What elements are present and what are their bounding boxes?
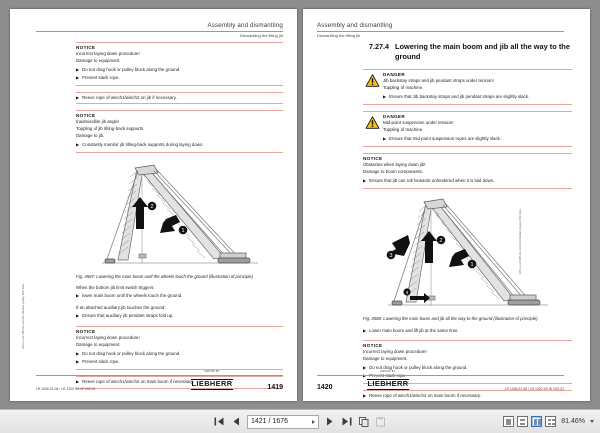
running-head-subtitle: Dismantling the lifting jib [239,33,283,38]
notice-line-2: Damage to equipment. [76,341,121,347]
bullet-item [76,312,283,320]
zoom-level-label[interactable]: 81.46% [561,418,585,425]
previous-page-button[interactable] [230,415,243,429]
bullet-text: Ensure that Jib backstay straps and jib pendant straps are slightly slack. [389,94,530,100]
bullet-text: lower main boom until the wheels touch the ground. [82,293,183,299]
bullet-marker-icon: ▶ [363,373,367,379]
callout-arrow-tilt [449,249,469,267]
danger-label: DANGER [383,71,406,77]
brand-logo [175,370,249,391]
notice-label: NOTICE [76,113,96,119]
page-separator: / [268,418,271,425]
bullet-text: Prevent slack rope. [82,75,120,81]
callout-label: 3 [389,253,392,260]
paste-icon [376,417,386,427]
total-pages: 1676 [272,418,289,425]
notice-line-2: Damage to equipment. [363,355,408,361]
banded-bullet-1 [76,92,283,105]
notice-label: NOTICE [76,329,96,335]
callout-label: 4 [405,291,408,297]
bullet-text: Do not drag hook or pulley block along the ground. [82,351,181,357]
bullet-marker-icon: ▶ [383,136,387,142]
crane-illustration [94,159,266,271]
section-heading [363,42,572,62]
zoom-dropdown-icon[interactable] [590,420,594,423]
notice-block-2 [76,110,283,153]
page-caret-icon [312,420,315,424]
danger-line-2: Toppling of machine. [383,84,424,90]
bullet-text: Ensure that jib can roll forwards unhindered when it is laid down. [369,178,495,184]
next-page-icon [325,417,334,426]
viewer-toolbar [0,409,600,433]
bullet-marker-icon: ▶ [363,392,367,398]
previous-page-icon [232,417,241,426]
bullet-marker-icon: ▶ [76,351,80,357]
brand-tagline: GROUP BY [380,370,396,373]
first-page-icon [214,417,225,426]
page-left[interactable] [10,9,297,401]
notice-line-1: Obstacles when laying down jib! [363,162,426,167]
brand-tagline: GROUP BY [204,370,220,373]
danger-block-1 [363,69,572,105]
warning-triangle-icon [365,116,380,129]
bullet-text: Reeve rope of winch1/winch2 on main boom if necessary. [82,378,195,384]
notice-bullets [76,67,283,83]
running-head-left [36,22,283,40]
last-page-icon [341,417,352,426]
notice-line-1: Inadmissible jib angle! [76,119,120,125]
bullet-text: Reeve rope of winch1/winch2 on jib if necessary. [82,94,177,100]
view-mode-group [503,416,556,427]
bullet-text: Constantly monitor jib tilting-back supports during laying down. [82,142,204,148]
paragraph-1: When the bottom jib limit switch triggers: [76,285,155,291]
running-head-title: Assembly and dismantling [317,22,564,32]
bullet-marker-icon: ▶ [76,378,80,384]
footer-doc-id: LR 1006.01.08 / LR 1300 SX W V02-01 [504,387,564,391]
continuous-view-button[interactable] [517,416,528,427]
notice-block-1 [76,42,283,86]
margin-document-id-right: LWN-LA-AT-MB-EU-1-EN-EN-Medium-Quality-PDF-Files [518,209,522,275]
bullet-item [383,136,572,144]
notice-bullets [76,351,283,367]
bullet-marker-icon: ▶ [363,365,367,371]
brand-logo [351,370,425,391]
running-head-subtitle: Dismantling the lifting jib [317,33,361,38]
bullet-marker-icon: ▶ [76,67,80,73]
bullet-marker-icon: ▶ [76,94,80,100]
first-page-button[interactable] [213,415,226,429]
crane-illustration [380,195,556,313]
banded-bullet-2 [363,390,572,401]
callout-arrow-tilt [160,215,180,233]
danger-line-1: Mid-point suspension under tension! [383,119,454,125]
bullet-item [363,327,572,335]
notice-line-2: Damage to equipment. [76,57,121,63]
bullet-item [363,178,572,186]
copy-icon [359,417,369,427]
running-head-title: Assembly and dismantling [36,22,283,32]
callout-label: 2 [150,204,153,211]
notice-line-1: Incorrect laying down procedure! [363,349,427,355]
notice-bullets [363,178,572,186]
bullet-text: Prevent slack rope. [82,359,120,365]
bullet-text: Do not drag hook or pulley block along the ground. [82,67,181,73]
danger-block-2 [363,111,572,147]
figure-crane-left [76,159,283,271]
two-page-view-button[interactable] [531,416,542,427]
notice-line-1: Incorrect laying down procedure! [76,335,140,341]
notice-bullets [76,142,283,150]
notice-line-1: Incorrect laying down procedure! [76,51,140,56]
danger-line-2: Toppling of machine. [383,126,424,132]
footer-page-number: 1420 [317,384,333,391]
bullet-marker-icon: ▶ [363,178,367,184]
current-page-value [251,418,312,425]
bullet-text: Ensure that mid-point suspension ropes are slightly slack. [389,136,502,142]
brand-name: LIEBHERR [191,379,233,388]
bullet-marker-icon: ▶ [76,75,80,81]
notice-label: NOTICE [363,343,383,349]
notice-line-3: Damage to jib. [76,132,105,138]
page-footer-left [36,370,283,391]
notice-line-2: Toppling of jib tilting-back supports. [76,126,145,132]
figure-crane-right [363,195,572,313]
bullet-marker-icon: ▶ [76,359,80,365]
bullet-text: Ensure that auxiliary jib pendant straps fold up. [82,312,174,318]
bullet-marker-icon: ▶ [76,312,80,318]
two-page-spread [10,9,590,401]
notice-label: NOTICE [76,45,96,50]
page-right[interactable] [303,9,590,401]
danger-line-1: Jib backstay straps and jib pendant straps under tension! [383,77,494,83]
bullet-text: Reeve rope of winch1/winch2 on main boom if necessary. [369,392,482,398]
bullet-item [76,351,283,359]
bullet-marker-icon: ▶ [383,94,387,100]
bullet-text: Lower main boom and lift jib at the same time. [369,327,459,333]
section-number: 7.27.4 [369,42,389,51]
notice-block-1 [363,153,572,189]
bullet-item [76,75,283,83]
section-title: Lowering the main boom and jib all the way to the ground [395,42,570,61]
bullet-marker-icon: ▶ [76,293,80,299]
callout-label: 1 [470,262,473,269]
copy-button[interactable] [357,415,370,429]
bullet-item [76,67,283,75]
figure-caption-left: Fig. 4567: Lowering the main boom until the wheels touch the ground (illustration of principle) [76,274,253,280]
page-number-input[interactable] [247,415,319,429]
bullet-text: Do not drag hook or pulley block along the ground. [369,365,468,371]
bullet-item [383,94,572,102]
last-page-button[interactable] [340,415,353,429]
brand-name: LIEBHERR [367,379,409,388]
margin-document-id-left: LWN-LA-AT-MB-EU-1-EN-EN-Medium-Quality-PDF-Files [22,283,25,349]
bullet-text: Prevent slack rope. [369,373,407,379]
running-head-right [317,22,564,40]
current-page-number: 1421 [251,418,267,425]
page-footer-right [317,370,564,391]
warning-triangle-icon [365,74,380,87]
figure-caption-right: Fig. 4568: Lowering the main boom and jib all the way to the ground (illustration of principle) [363,316,538,322]
next-page-button[interactable] [323,415,336,429]
danger-label: DANGER [383,113,406,119]
footer-page-number: 1419 [267,384,283,391]
callout-label: 2 [439,238,442,245]
paragraph-2: If an attached auxiliary jib touches the ground: [76,304,166,310]
bullet-marker-icon: ▶ [363,327,367,333]
bullet-item [76,142,283,150]
toolbar-view-group [503,416,594,427]
notice-block-3 [76,326,283,370]
footer-doc-id: LR 1006.01.08 / LR 1300 SX W V02-01 [36,387,96,391]
danger-bullets [383,94,572,102]
bullet-marker-icon: ▶ [76,142,80,148]
danger-bullets [383,136,572,144]
bullet-item [76,359,283,367]
notice-label: NOTICE [363,156,383,161]
bullet-item [76,293,283,301]
paste-button[interactable] [374,415,387,429]
callout-label: 1 [181,228,184,235]
single-page-view-button[interactable] [503,416,514,427]
notice-line-2: Damage to boom components. [363,168,424,174]
two-page-continuous-view-button[interactable] [545,416,556,427]
